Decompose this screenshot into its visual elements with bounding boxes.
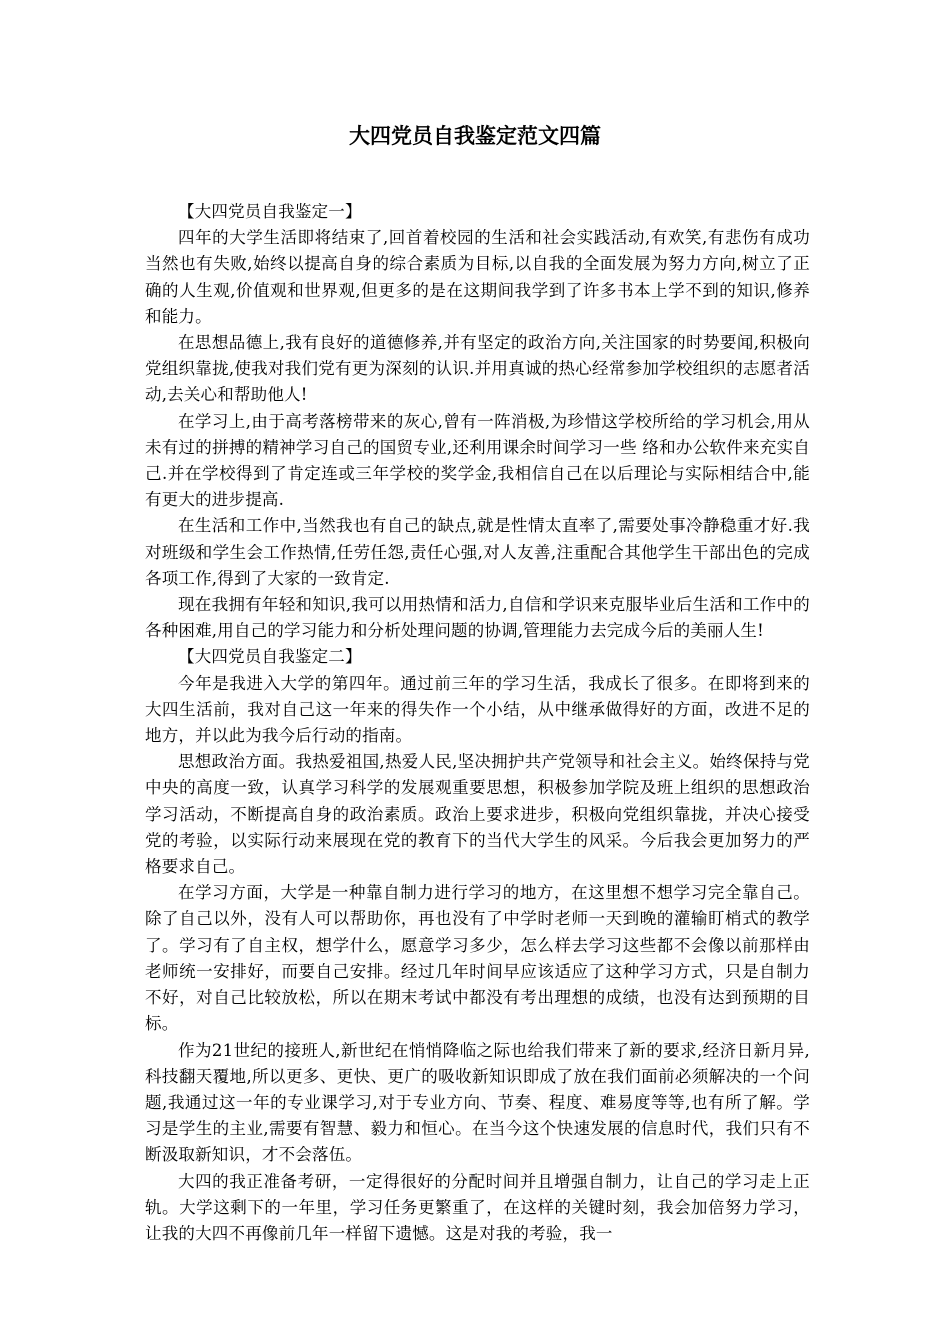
section-heading-1: 【大四党员自我鉴定一】 [178, 202, 362, 221]
paragraph: 四年的大学生活即将结束了,回首着校园的生活和社会实践活动,有欢笑,有悲伤有成功当然也有失败,始终以提高自身的综合素质为目标,以自我的全面发展为努力方向,树立了正确的人生观,价值观和世界观,但更多的是在这期间我学到了许多书本上学不到的知识,修养和能力。 [145, 228, 810, 326]
paragraph: 思想政治方面。我热爱祖国,热爱人民,坚决拥护共产党领导和社会主义。始终保持与党中央的高度一致，认真学习科学的发展观重要思想，积极参加学院及班上组织的思想政治学习活动，不断提高自身的政治素质。政治上要求进步，积极向党组织靠拢，并决心接受党的考验，以实际行动来展现在党的教育下的当代大学生的风采。今后我会更加努力的严格要求自己。 [145, 752, 810, 877]
section-heading-2: 【大四党员自我鉴定二】 [178, 647, 362, 667]
paragraph: 在学习上,由于高考落榜带来的灰心,曾有一阵消极,为珍惜这学校所给的学习机会,用从未有过的拼搏的精神学习自己的国贸专业,还利用课余时间学习一些 络和办公软件来充实自己.并在学校得到了肯定连或三年学校的奖学金,我相信自己在以后理论与实际相结合中,能有更大的进步提高. [145, 411, 810, 510]
paragraph: 作为21世纪的接班人,新世纪在悄悄降临之际也给我们带来了新的要求,经济日新月异,科技翻天覆地,所以更多、更快、更广的吸收新知识即成了放在我们面前必须解决的一个问题,我通过这一年的专业课学习,对于专业方向、节奏、程度、难易度等等,也有所了解。学习是学生的主业,需要有智慧、毅力和恒心。在当今这个快速发展的信息时代，我们只有不断汲取新知识，才不会落伍。 [145, 1040, 810, 1165]
paragraph: 今年是我进入大学的第四年。通过前三年的学习生活，我成长了很多。在即将到来的大四生活前，我对自己这一年来的得失作一个小结，从中继承做得好的方面，改进不足的地方，并以此为我今后行动的指南。 [145, 673, 810, 746]
document-body [145, 199, 810, 1247]
paragraph: 现在我拥有年轻和知识,我可以用热情和活力,自信和学识来克服毕业后生活和工作中的各种困难,用自己的学习能力和分析处理问题的协调,管理能力去完成今后的美丽人生! [145, 595, 810, 641]
document-title: 大四党员自我鉴定范文四篇 [349, 123, 601, 148]
paragraph: 在学习方面，大学是一种靠自制力进行学习的地方，在这里想不想学习完全靠自己。除了自己以外，没有人可以帮助你，再也没有了中学时老师一天到晚的灌输盯梢式的教学了。学习有了自主权，想学什么，愿意学习多少，怎么样去学习这些都不会像以前那样由老师统一安排好，而要自己安排。经过几年时间早应该适应了这种学习方式，只是自制力不好，对自己比较放松，所以在期末考试中都没有考出理想的成绩，也没有达到预期的目标。 [145, 883, 810, 1034]
paragraph: 在生活和工作中,当然我也有自己的缺点,就是性情太直率了,需要处事冷静稳重才好.我对班级和学生会工作热情,任劳任怨,责任心强,对人友善,注重配合其他学生干部出色的完成各项工作,得到了大家的一致肯定. [145, 516, 810, 588]
paragraph: 大四的我正准备考研，一定得很好的分配时间并且增强自制力，让自己的学习走上正轨。大学这剩下的一年里，学习任务更繁重了，在这样的关键时刻，我会加倍努力学习，让我的大四不再像前几年一样留下遗憾。这是对我的考验，我一 [145, 1171, 810, 1243]
paragraph: 在思想品德上,我有良好的道德修养,并有坚定的政治方向,关注国家的时势要闻,积极向党组织靠拢,使我对我们党有更为深刻的认识.并用真诚的热心经常参加学校组织的志愿者活动,去关心和帮助他人! [145, 333, 810, 405]
